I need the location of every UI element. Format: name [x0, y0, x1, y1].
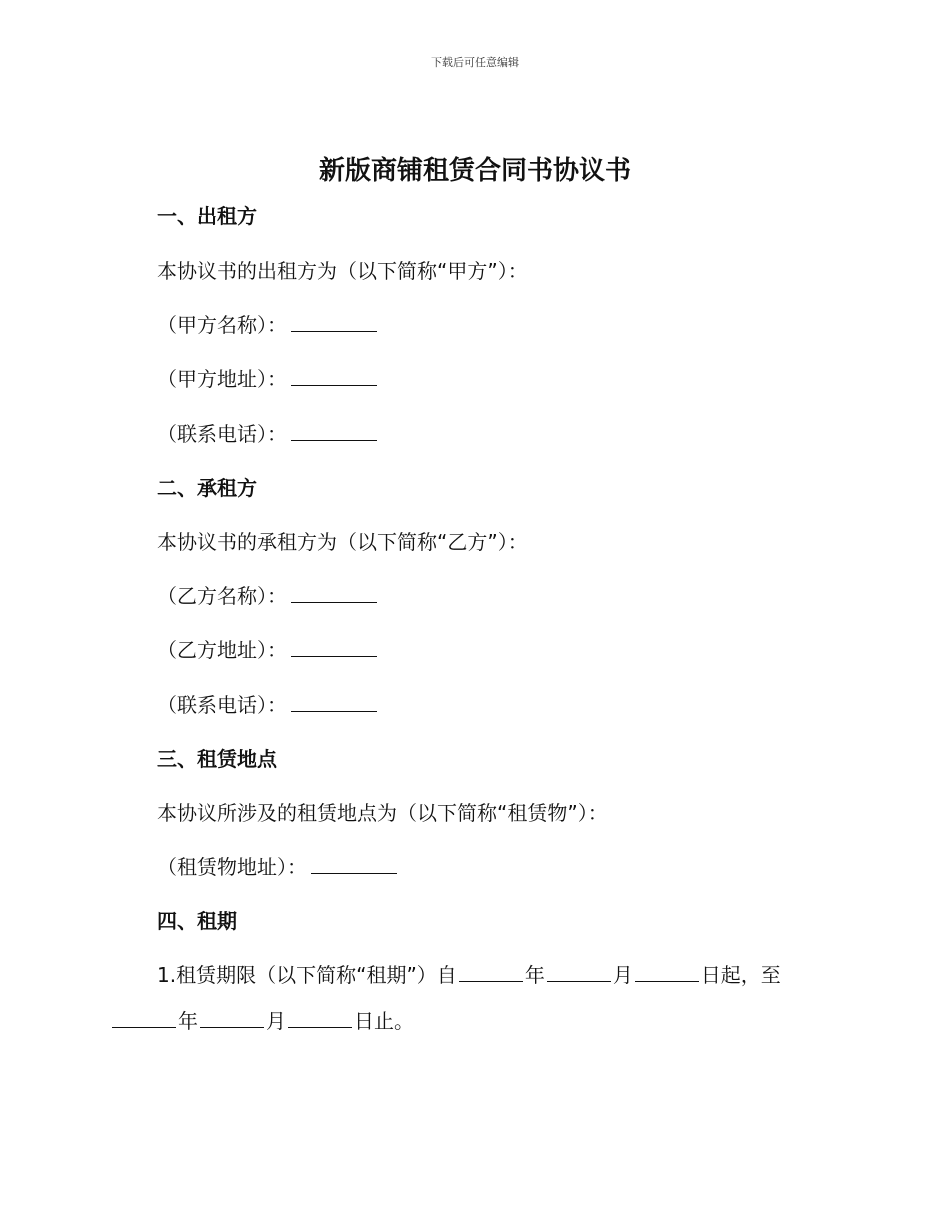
lessor-address-field	[157, 363, 377, 392]
start-day-blank[interactable]	[635, 963, 699, 982]
fill-blank[interactable]	[291, 367, 377, 386]
fill-blank[interactable]	[291, 313, 377, 332]
lessee-phone-field	[157, 689, 377, 718]
month-unit: 月	[612, 963, 633, 987]
end-day-blank[interactable]	[288, 1009, 352, 1028]
lessee-name-field	[157, 580, 377, 609]
field-label: （甲方地址）：	[157, 367, 287, 391]
end-year-blank[interactable]	[112, 1009, 176, 1028]
term-prefix: 1.租赁期限（以下简称“租期”）自	[157, 963, 457, 987]
lessee-intro: 本协议书的承租方为（以下简称“乙方”）：	[157, 530, 528, 554]
start-month-blank[interactable]	[547, 963, 611, 982]
location-intro: 本协议所涉及的租赁地点为（以下简称“租赁物”）：	[157, 801, 608, 825]
section-heading-location: 三、租赁地点	[157, 747, 277, 771]
section-heading-lessee: 二、承租方	[157, 476, 257, 500]
year-unit: 年	[178, 1009, 198, 1033]
location-address-field	[157, 851, 397, 880]
fill-blank[interactable]	[291, 584, 377, 603]
term-line-2	[112, 1005, 414, 1034]
start-year-blank[interactable]	[459, 963, 523, 982]
field-label: （乙方地址）：	[157, 638, 287, 662]
fill-blank[interactable]	[291, 422, 377, 441]
term-line-1	[157, 959, 781, 988]
fill-blank[interactable]	[291, 693, 377, 712]
day-from-text: 日起，至	[700, 963, 781, 987]
day-to-text: 日止。	[354, 1009, 414, 1033]
section-heading-term: 四、租期	[157, 909, 237, 933]
field-label: （乙方名称）：	[157, 584, 287, 608]
field-label: （联系电话）：	[157, 422, 287, 446]
field-label: （租赁物地址）：	[157, 855, 307, 879]
fill-blank[interactable]	[311, 855, 397, 874]
lessor-name-field	[157, 309, 377, 338]
lessee-address-field	[157, 634, 377, 663]
section-heading-lessor: 一、出租方	[157, 204, 257, 228]
lessor-phone-field	[157, 418, 377, 447]
month-unit: 月	[266, 1009, 286, 1033]
document-title: 新版商铺租赁合同书协议书	[318, 156, 631, 186]
fill-blank[interactable]	[291, 638, 377, 657]
header-note: 下载后可任意编辑	[431, 56, 519, 69]
field-label: （甲方名称）：	[157, 313, 287, 337]
year-unit: 年	[524, 963, 545, 987]
lessor-intro: 本协议书的出租方为（以下简称“甲方”）：	[157, 259, 528, 283]
end-month-blank[interactable]	[200, 1009, 264, 1028]
field-label: （联系电话）：	[157, 693, 287, 717]
